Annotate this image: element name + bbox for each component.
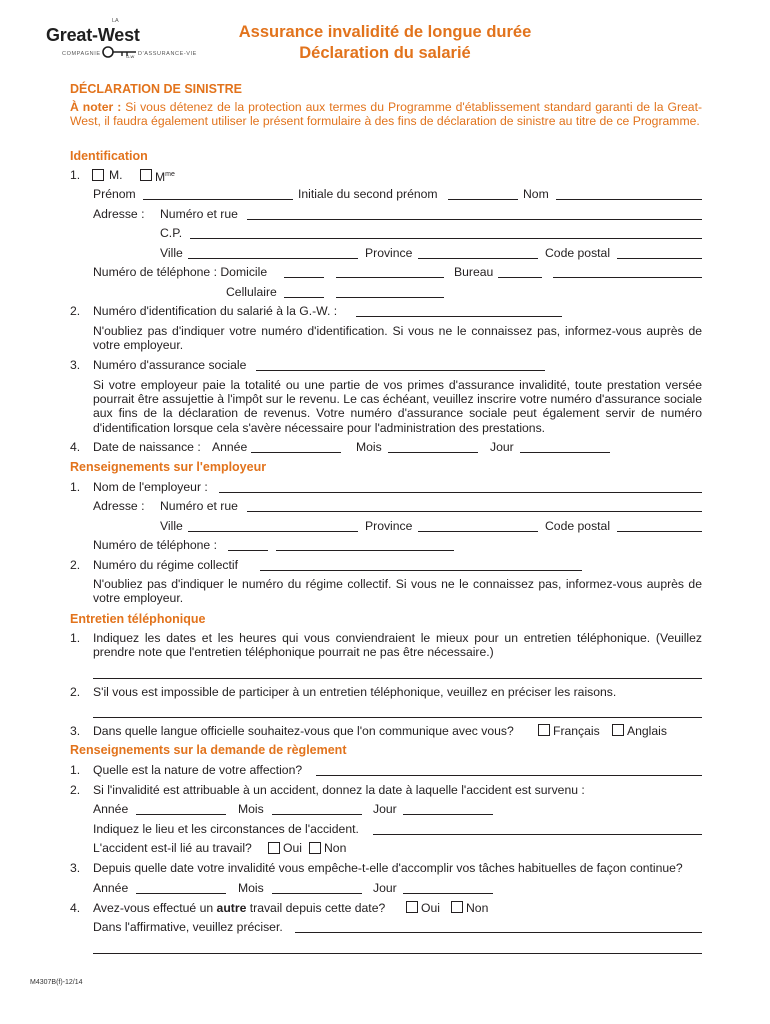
mr-label: M. <box>109 168 123 182</box>
gw-id-note: N'oubliez pas d'indiquer votre numéro d'identification. Si vous ne le connaissez pas, informez-vous auprès de votre employeur. <box>93 324 702 353</box>
disability-month-label: Mois <box>238 881 264 895</box>
accident-place-label: Indiquez le lieu et les circonstances de l'accident. <box>93 822 359 836</box>
postal-box-field[interactable] <box>190 238 702 239</box>
other-work-yes-label: Oui <box>421 901 440 915</box>
employer-heading: Renseignements sur l'employeur <box>70 460 267 474</box>
item-number: 4. <box>70 440 81 454</box>
item-number: 2. <box>70 558 81 572</box>
work-related-yes-checkbox[interactable] <box>268 842 280 854</box>
postal-code-field[interactable] <box>617 258 702 259</box>
accident-place-field[interactable] <box>373 834 702 835</box>
employer-street-field[interactable] <box>247 511 702 512</box>
employer-name-label: Nom de l'employeur : <box>93 480 208 494</box>
employer-city-label: Ville <box>160 519 183 533</box>
cell-phone-label: Cellulaire <box>226 285 277 299</box>
condition-field[interactable] <box>316 775 702 776</box>
street-label: Numéro et rue <box>160 207 238 221</box>
key-label: G-W <box>126 54 135 59</box>
employer-phone-field[interactable] <box>276 550 454 551</box>
logo-name: Great-West <box>46 25 140 45</box>
item-number: 3. <box>70 724 81 738</box>
condition-label: Quelle est la nature de votre affection? <box>93 763 303 777</box>
item-number: 1. <box>70 631 81 645</box>
interview-q3: Dans quelle langue officielle souhaitez-vous que l'on communique avec vous? <box>93 724 514 738</box>
other-work-no-label: Non <box>466 901 489 915</box>
home-phone-field[interactable] <box>336 277 444 278</box>
home-phone-label: Numéro de téléphone : Domicile <box>93 265 268 279</box>
disability-year-label: Année <box>93 881 129 895</box>
item-number: 1. <box>70 480 81 494</box>
claim-info-heading: Renseignements sur la demande de règlement <box>70 743 347 757</box>
interview-q2: S'il vous est impossible de participer à un entretien téléphonique, veuillez en préciser les raisons. <box>93 685 617 699</box>
work-related-no-label: Non <box>324 841 347 855</box>
first-name-field[interactable] <box>143 199 293 200</box>
sin-field[interactable] <box>256 370 545 371</box>
accident-day-label: Jour <box>373 802 397 816</box>
other-work-no-checkbox[interactable] <box>451 901 463 913</box>
interview-q1-field[interactable] <box>93 678 702 679</box>
postal-box-label: C.P. <box>160 226 183 240</box>
dob-year-label: Année <box>212 440 248 454</box>
other-work-detail-field[interactable] <box>295 932 702 933</box>
cell-phone-field[interactable] <box>336 297 444 298</box>
dob-year-field[interactable] <box>251 452 341 453</box>
form-subtitle: Déclaration du salarié <box>299 44 471 62</box>
item-number: 2. <box>70 685 81 699</box>
group-plan-field[interactable] <box>260 570 582 571</box>
disability-day-field[interactable] <box>403 893 493 894</box>
item-number: 2. <box>70 783 81 797</box>
employer-postal-code-label: Code postal <box>545 519 611 533</box>
other-work-question: Avez-vous effectué un autre travail depuis cette date? <box>93 901 386 915</box>
address-label: Adresse : <box>93 207 145 221</box>
mrs-label: $M^{me}$ <box>155 170 175 185</box>
item-number: 1. <box>70 763 81 777</box>
item-number: 1. <box>70 168 81 182</box>
interview-q1: Indiquez les dates et les heures qui vous conviendraient le mieux pour un entretien téléphonique. (Veuillez prendre note que l'entretien téléphonique pourrait ne pas être nécessaire.) <box>93 631 702 660</box>
item-number: 3. <box>70 861 81 875</box>
form-title: Assurance invalidité de longue durée <box>238 23 532 41</box>
office-phone-label: Bureau <box>454 265 494 279</box>
claim-note <box>70 100 702 128</box>
dob-month-label: Mois <box>356 440 382 454</box>
accident-month-field[interactable] <box>272 814 362 815</box>
group-plan-note: N'oubliez pas d'indiquer le numéro du régime collectif. Si vous ne le connaissez pas, informez-vous auprès de votre employeur. <box>93 577 702 606</box>
cell-phone-area-field[interactable] <box>284 297 324 298</box>
employer-province-field[interactable] <box>418 531 538 532</box>
employer-province-label: Province <box>365 519 413 533</box>
mr-checkbox[interactable] <box>92 169 104 181</box>
disability-month-field[interactable] <box>272 893 362 894</box>
employer-phone-area-field[interactable] <box>228 550 268 551</box>
mrs-checkbox[interactable] <box>140 169 152 181</box>
dob-label: Date de naissance : <box>93 440 201 454</box>
accident-month-label: Mois <box>238 802 264 816</box>
logo-la: LA <box>112 18 119 24</box>
english-checkbox[interactable] <box>612 724 624 736</box>
employer-street-label: Numéro et rue <box>160 499 238 513</box>
french-checkbox[interactable] <box>538 724 550 736</box>
item-number: 4. <box>70 901 81 915</box>
province-field[interactable] <box>418 258 538 259</box>
office-phone-field[interactable] <box>553 277 702 278</box>
group-plan-label: Numéro du régime collectif <box>93 558 238 572</box>
identification-heading: Identification <box>70 149 148 163</box>
first-name-label: Prénom <box>93 187 136 201</box>
gw-id-field[interactable] <box>356 316 562 317</box>
accident-day-field[interactable] <box>403 814 493 815</box>
claim-heading: DÉCLARATION DE SINISTRE <box>70 82 242 96</box>
note-label: À noter : <box>70 100 122 114</box>
other-work-detail-field-2[interactable] <box>93 953 702 954</box>
item-number: 2. <box>70 304 81 318</box>
work-related-label: L'accident est-il lié au travail? <box>93 841 252 855</box>
work-related-no-checkbox[interactable] <box>309 842 321 854</box>
employer-name-field[interactable] <box>219 492 702 493</box>
disability-day-label: Jour <box>373 881 397 895</box>
last-name-field[interactable] <box>556 199 702 200</box>
item-number: 3. <box>70 358 81 372</box>
note-text: Si vous détenez de la protection aux termes du Programme d'établissement standard garanti de la Great-West, il faudra également utiliser le présent formulaire à des fins de déclaration de sinistre au titre de ce Programme. <box>70 100 703 129</box>
sin-note: Si votre employeur paie la totalité ou une partie de vos primes d'assurance invalidité, toute prestation versée pourrait être assujettie à l'impôt sur le revenu. Le cas échéant, veuillez inscrire votre numéro d'assurance sociale aux fins de la déclaration de revenus. Votre numéro d'assurance sociale peut également servir de numéro d'identification lorsque cela s'avère nécessaire pour l'administration des prestations. <box>93 378 702 435</box>
accident-year-label: Année <box>93 802 129 816</box>
office-phone-area-field[interactable] <box>498 277 542 278</box>
dob-month-field[interactable] <box>388 452 478 453</box>
logo-sub-right: D'ASSURANCE-VIE <box>138 51 197 57</box>
interview-q2-field[interactable] <box>93 717 702 718</box>
form-code: M4307B(f)-12/14 <box>30 979 83 986</box>
employer-city-field[interactable] <box>188 531 358 532</box>
dob-day-label: Jour <box>490 440 514 454</box>
other-work-detail-label: Dans l'affirmative, veuillez préciser. <box>93 920 283 934</box>
french-label: Français <box>553 724 600 738</box>
accident-question: Si l'invalidité est attribuable à un accident, donnez la date à laquelle l'accident est survenu : <box>93 783 585 797</box>
accident-year-field[interactable] <box>136 814 226 815</box>
disability-year-field[interactable] <box>136 893 226 894</box>
logo-sub-left: COMPAGNIE <box>62 51 101 57</box>
employer-phone-label: Numéro de téléphone : <box>93 538 217 552</box>
home-phone-area-field[interactable] <box>284 277 324 278</box>
sin-label: Numéro d'assurance sociale <box>93 358 247 372</box>
gw-id-label: Numéro d'identification du salarié à la G.-W. : <box>93 304 338 318</box>
work-related-yes-label: Oui <box>283 841 302 855</box>
interview-heading: Entretien téléphonique <box>70 612 206 626</box>
employer-postal-code-field[interactable] <box>617 531 702 532</box>
dob-day-field[interactable] <box>520 452 610 453</box>
province-label: Province <box>365 246 413 260</box>
middle-initial-label: Initiale du second prénom <box>298 187 438 201</box>
city-label: Ville <box>160 246 183 260</box>
middle-initial-field[interactable] <box>448 199 518 200</box>
postal-code-label: Code postal <box>545 246 611 260</box>
english-label: Anglais <box>627 724 667 738</box>
city-field[interactable] <box>188 258 358 259</box>
key-icon <box>102 45 138 59</box>
street-field[interactable] <box>247 219 702 220</box>
last-name-label: Nom <box>523 187 549 201</box>
employer-address-label: Adresse : <box>93 499 145 513</box>
other-work-yes-checkbox[interactable] <box>406 901 418 913</box>
disability-date-question: Depuis quelle date votre invalidité vous empêche-t-elle d'accomplir vos tâches habituelles de façon continue? <box>93 861 683 875</box>
